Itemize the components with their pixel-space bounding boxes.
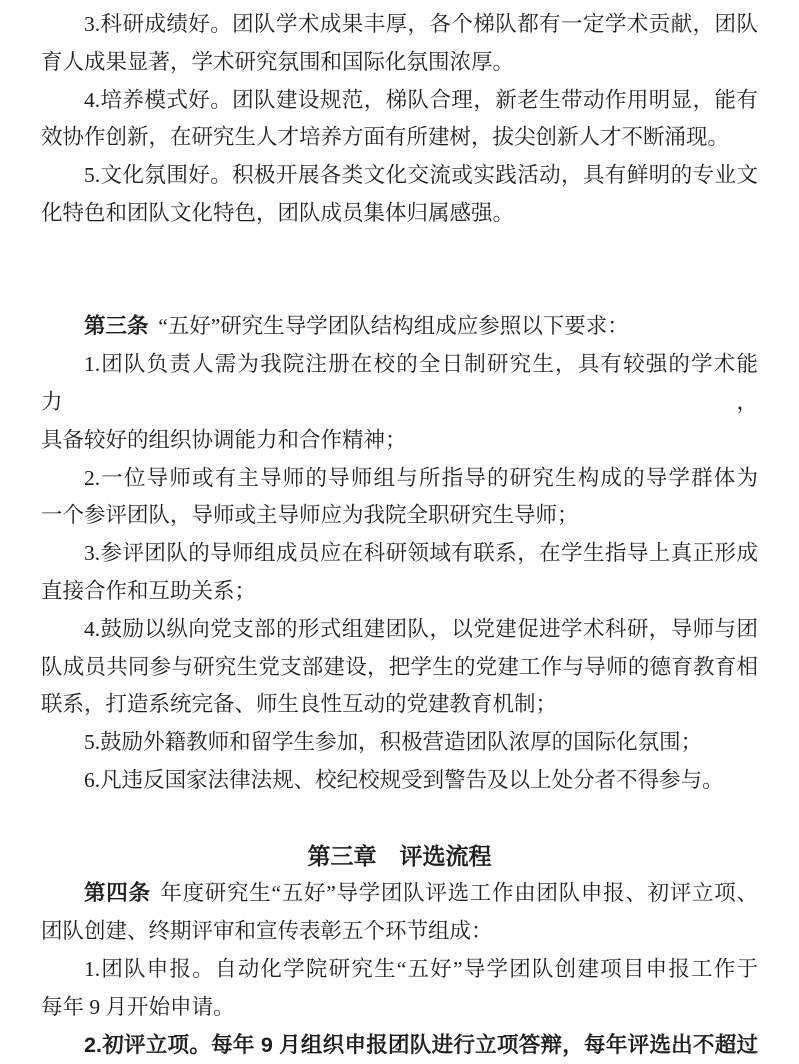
doc-line: 团队创建、终期评审和宣传表彰五个环节组成： bbox=[41, 919, 493, 944]
article4-item-2 bbox=[41, 1027, 758, 1064]
doc-line: 4.培养模式好。团队建设规范，梯队合理，新老生带动作用明显，能有 bbox=[84, 87, 758, 112]
doc-line: 6.凡违反国家法律法规、校纪校规受到警告及以上处分者不得参与。 bbox=[84, 767, 724, 792]
article3-item-1 bbox=[41, 346, 758, 459]
doc-line bbox=[41, 308, 758, 346]
criteria-item-3 bbox=[41, 6, 758, 82]
chapter-heading: 第三章 评选流程 bbox=[307, 842, 492, 869]
doc-line: 育人成果显著，学术研究氛围和国际化氛围浓厚。 bbox=[41, 49, 515, 74]
criteria-item-4 bbox=[41, 82, 758, 158]
article4-label: 第四条 bbox=[84, 881, 151, 906]
doc-line: 具备较好的组织协调能力和合作精神； bbox=[41, 427, 407, 452]
doc-line: 3.参评团队的导师组成员应在科研领域有联系，在学生指导上真正形成 bbox=[84, 541, 758, 566]
doc-line: 4.鼓励以纵向党支部的形式组建团队，以党建促进学术科研，导师与团 bbox=[84, 616, 758, 641]
doc-line: 1.团队负责人需为我院注册在校的全日制研究生，具有较强的学术能力， bbox=[41, 352, 758, 414]
article3-item-4 bbox=[41, 611, 758, 724]
article4-item-1 bbox=[41, 951, 758, 1027]
doc-line: 1.团队申报。自动化学院研究生“五好”导学团队创建项目申报工作于 bbox=[84, 956, 758, 981]
article3-item-5 bbox=[41, 724, 758, 762]
doc-line: 一个参评团队，导师或主导师应为我院全职研究生导师； bbox=[41, 503, 579, 528]
doc-line: 队成员共同参与研究生党支部建设，把学生的党建工作与导师的德育教育相 bbox=[41, 654, 758, 679]
criteria-item-5 bbox=[41, 157, 758, 233]
article3-item-2 bbox=[41, 460, 758, 536]
article3-label: 第三条 bbox=[84, 314, 149, 339]
doc-line: 联系，打造系统完备、师生良性互动的党建教育机制； bbox=[41, 692, 558, 717]
doc-line: 5.鼓励外籍教师和留学生参加，积极营造团队浓厚的国际化氛围； bbox=[84, 730, 703, 755]
doc-line: 直接合作和互助关系； bbox=[41, 578, 257, 603]
doc-line: 2.初评立项。每年 9 月组织申报团队进行立项答辩，每年评选出不超过 bbox=[84, 1032, 758, 1057]
doc-line: 效协作创新，在研究生人才培养方面有所建树，拔尖创新人才不断涌现。 bbox=[41, 125, 730, 150]
article4-intro bbox=[41, 875, 758, 951]
doc-line: 化特色和团队文化特色，团队成员集体归属感强。 bbox=[41, 200, 515, 225]
article3-item-3 bbox=[41, 535, 758, 611]
doc-line: 3.科研成绩好。团队学术成果丰厚，各个梯队都有一定学术贡献，团队 bbox=[84, 12, 758, 36]
doc-line: 2.一位导师或有主导师的导师组与所指导的研究生构成的导学群体为 bbox=[84, 465, 758, 490]
blank-gap bbox=[41, 233, 758, 309]
doc-line: 5.文化氛围好。积极开展各类文化交流或实践活动，具有鲜明的专业文 bbox=[84, 163, 758, 188]
doc-line bbox=[41, 875, 758, 913]
article3-intro-text: “五好”研究生导学团队结构组成应参照以下要求： bbox=[158, 314, 629, 339]
doc-line: 每年 9 月开始申请。 bbox=[41, 994, 235, 1019]
article3-intro bbox=[41, 308, 758, 346]
article4-intro-text: 年度研究生“五好”导学团队评选工作由团队申报、初评立项、 bbox=[160, 881, 758, 906]
article3-item-6 bbox=[41, 762, 758, 800]
